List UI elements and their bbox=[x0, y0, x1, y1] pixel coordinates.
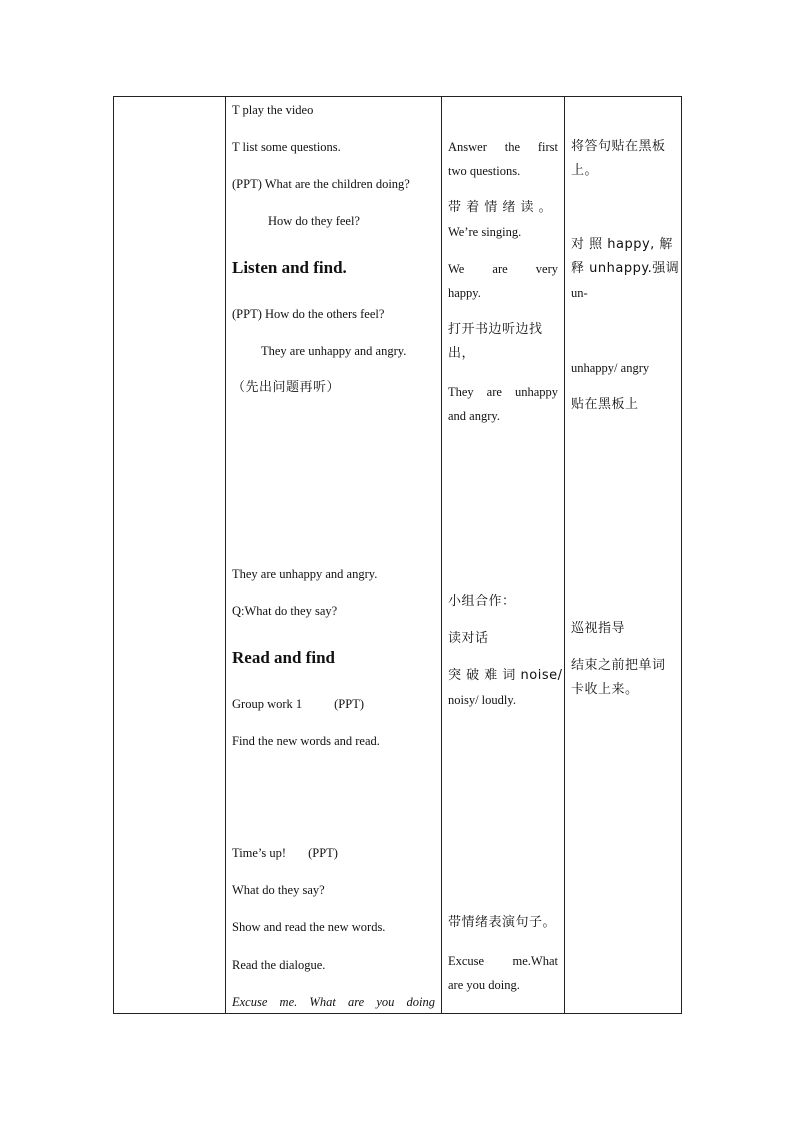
note-line: 贴在黑板上 bbox=[571, 397, 639, 412]
note-line: 巡视指导 bbox=[571, 621, 626, 636]
teacher-line: What do they say? bbox=[232, 883, 325, 897]
table-row bbox=[114, 97, 682, 1014]
ppt-label: (PPT) bbox=[334, 697, 365, 711]
student-line: 带 着 情 绪 读 。 bbox=[448, 200, 553, 215]
teacher-line: Excuse me. What are you doing bbox=[232, 995, 435, 1009]
student-line: two questions. bbox=[448, 164, 521, 178]
teacher-line: (PPT) What are the children doing? bbox=[232, 177, 410, 191]
student-line: noisy/ loudly. bbox=[448, 693, 516, 707]
student-line: 出， bbox=[448, 346, 476, 361]
student-line: We’re singing. bbox=[448, 225, 522, 239]
student-line: 带情绪表演句子。 bbox=[448, 915, 557, 930]
student-line: Excuse me.What bbox=[448, 954, 558, 968]
note-line: 卡收上来。 bbox=[571, 682, 639, 697]
note-line: 上。 bbox=[571, 163, 599, 178]
ppt-label: (PPT) bbox=[308, 846, 338, 860]
design-notes-cell bbox=[565, 97, 682, 1014]
student-line: 突 破 难 词 noise/ bbox=[448, 668, 563, 683]
note-line: 结束之前把单词 bbox=[571, 658, 666, 673]
teacher-line bbox=[232, 845, 435, 861]
student-activity-cell bbox=[442, 97, 565, 1014]
teacher-line: Show and read the new words. bbox=[232, 920, 386, 934]
note-line: 释 unhappy.强调 bbox=[571, 261, 680, 276]
student-line: happy. bbox=[448, 286, 481, 300]
lesson-plan-table bbox=[113, 96, 682, 1014]
student-line: and angry. bbox=[448, 409, 500, 423]
section-heading: Listen and find. bbox=[232, 258, 347, 277]
student-line: are you doing. bbox=[448, 978, 520, 992]
teacher-activity-cell bbox=[226, 97, 442, 1014]
teacher-line: Read the dialogue. bbox=[232, 958, 326, 972]
student-line: They are unhappy bbox=[448, 385, 558, 399]
times-up-label: Time’s up! bbox=[232, 846, 287, 860]
student-line: We are very bbox=[448, 262, 558, 276]
note-line: unhappy/ angry bbox=[571, 361, 650, 375]
teacher-line: How do they feel? bbox=[268, 214, 360, 228]
teacher-line: T play the video bbox=[232, 103, 314, 117]
student-line: 读对话 bbox=[448, 631, 489, 646]
stage-cell bbox=[114, 97, 226, 1014]
teacher-line: They are unhappy and angry. bbox=[261, 344, 407, 358]
teacher-line: Q:What do they say? bbox=[232, 604, 338, 618]
note-line: un- bbox=[571, 286, 588, 300]
student-line: Answer the first bbox=[448, 140, 558, 154]
teacher-line: T list some questions. bbox=[232, 140, 341, 154]
note-line: 对 照 happy, 解 bbox=[571, 237, 673, 252]
section-heading: Read and find bbox=[232, 648, 335, 667]
teacher-line: They are unhappy and angry. bbox=[232, 567, 378, 581]
teacher-line: (PPT) How do the others feel? bbox=[232, 307, 385, 321]
teacher-note: （先出问题再听） bbox=[232, 380, 341, 395]
student-line: 打开书边听边找 bbox=[448, 322, 543, 337]
teacher-line bbox=[232, 696, 435, 712]
note-line: 将答句贴在黑板 bbox=[571, 139, 666, 154]
student-line: 小组合作： bbox=[448, 594, 516, 609]
teacher-line: Find the new words and read. bbox=[232, 734, 380, 748]
group-work-label: Group work 1 bbox=[232, 697, 303, 711]
